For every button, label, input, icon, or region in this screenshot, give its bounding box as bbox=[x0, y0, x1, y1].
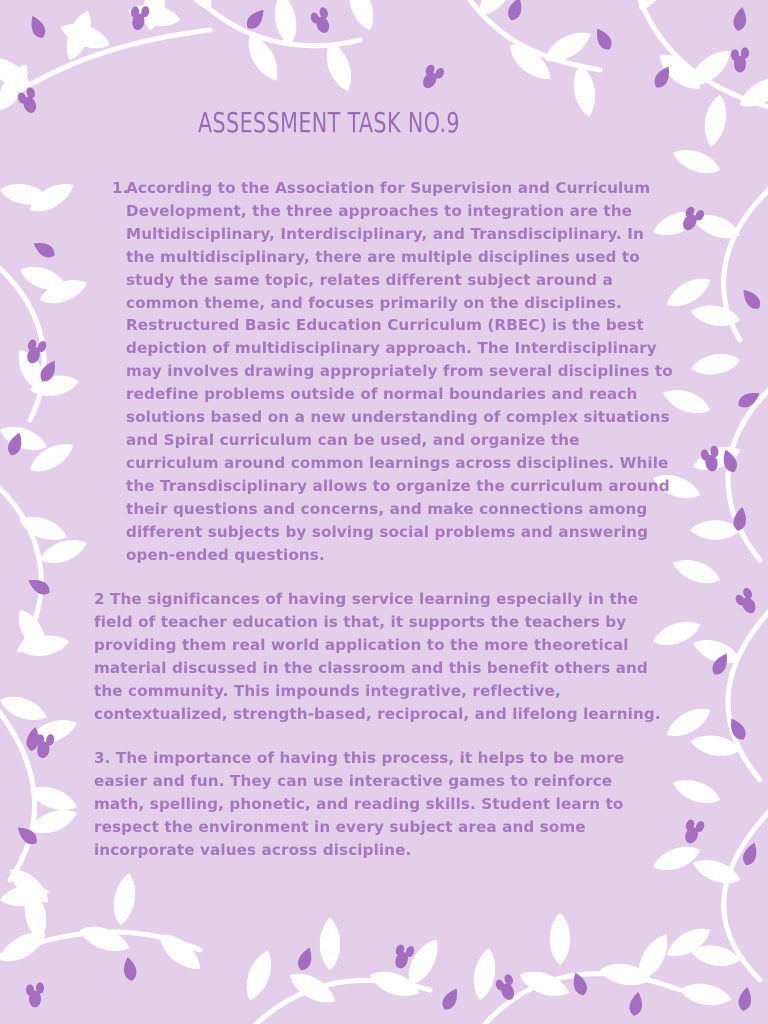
leaf-shape bbox=[670, 554, 724, 589]
leaf-shape bbox=[470, 947, 499, 1002]
leaf-shape bbox=[650, 841, 704, 876]
leaf-shape bbox=[342, 0, 379, 34]
purple-drop bbox=[439, 985, 462, 1012]
vine-stem bbox=[724, 180, 768, 340]
purple-dot-cluster bbox=[680, 816, 705, 846]
purple-drop bbox=[27, 13, 48, 40]
purple-dot-cluster bbox=[418, 61, 446, 92]
leaf-shape bbox=[690, 520, 740, 540]
purple-drop bbox=[737, 986, 753, 1012]
leaf-shape bbox=[320, 918, 341, 971]
purple-dot-cluster bbox=[733, 586, 761, 617]
leaf-shape bbox=[76, 920, 132, 957]
purple-dot-cluster bbox=[309, 6, 334, 36]
item-number: 1. bbox=[112, 179, 129, 197]
leaf-shape bbox=[631, 0, 675, 15]
purple-drop bbox=[592, 25, 615, 52]
answer-item-2: 2 The significances of having service learning especially in the field of teacher education is that, it supports the teachers by providing them real world application to the more theoretical material discussed in the classroom and this benefit others and the community. This impounds integrative, reflective, contextualized, strength-based, reciprocal, and lifelong learning. bbox=[94, 590, 661, 723]
purple-drop bbox=[122, 956, 138, 982]
leaf-shape bbox=[550, 913, 571, 966]
item-text: According to the Association for Supervision and Curriculum Development, the three approaches to integration are the Multidisciplinary, Interdisciplinary, and Transdisciplinary. In the multidisciplinary, there are multiple disciplines used to study the same topic, relates different subject around a common theme, and focuses primarily on the disciplines. Restructured Basic Education Curriculum (RBEC) is the best depiction of multidisciplinary approach. The Interdisciplinary may involves drawing appropriately from several disciplines to redefine problems outside of normal boundaries and reach solutions based on a new understanding of complex situations and Spiral curriculum can be used, and organize the curriculum around common learnings across disciplines. While the Transdisciplinary allows to organize the curriculum around their questions and concerns, and make connections among different subjects by solving social problems and answering open-ended questions. bbox=[126, 179, 673, 564]
leaf-shape bbox=[0, 421, 50, 456]
purple-drop bbox=[628, 991, 644, 1017]
leaf-shape bbox=[503, 37, 556, 86]
page-title: ASSESSMENT TASK NO.9 bbox=[198, 106, 460, 139]
purple-drop bbox=[243, 6, 268, 33]
leaf-shape bbox=[110, 872, 139, 927]
leaf-shape bbox=[240, 947, 277, 1003]
purple-dot-cluster bbox=[26, 982, 44, 1007]
purple-drop bbox=[732, 6, 748, 32]
leaf-shape bbox=[678, 980, 733, 1009]
leaf-shape bbox=[670, 144, 724, 179]
purple-drop bbox=[739, 286, 764, 313]
answer-item-1 bbox=[112, 177, 677, 566]
leaf-shape bbox=[701, 93, 730, 148]
purple-drop bbox=[30, 238, 57, 261]
purple-drop bbox=[295, 945, 315, 972]
leaf-shape bbox=[689, 350, 742, 378]
purple-dot-cluster bbox=[731, 47, 749, 72]
vine-stem bbox=[0, 700, 35, 880]
purple-drop bbox=[505, 0, 525, 22]
leaf-shape bbox=[670, 774, 724, 809]
answer-item-3: 3. The importance of having this process, it helps to be more easier and fun. They can use interactive games to reinforce math, spelling, phonetic, and reading skills. Student learn to respect the environment in every subject area and some incorporate values across discipline. bbox=[94, 749, 625, 859]
